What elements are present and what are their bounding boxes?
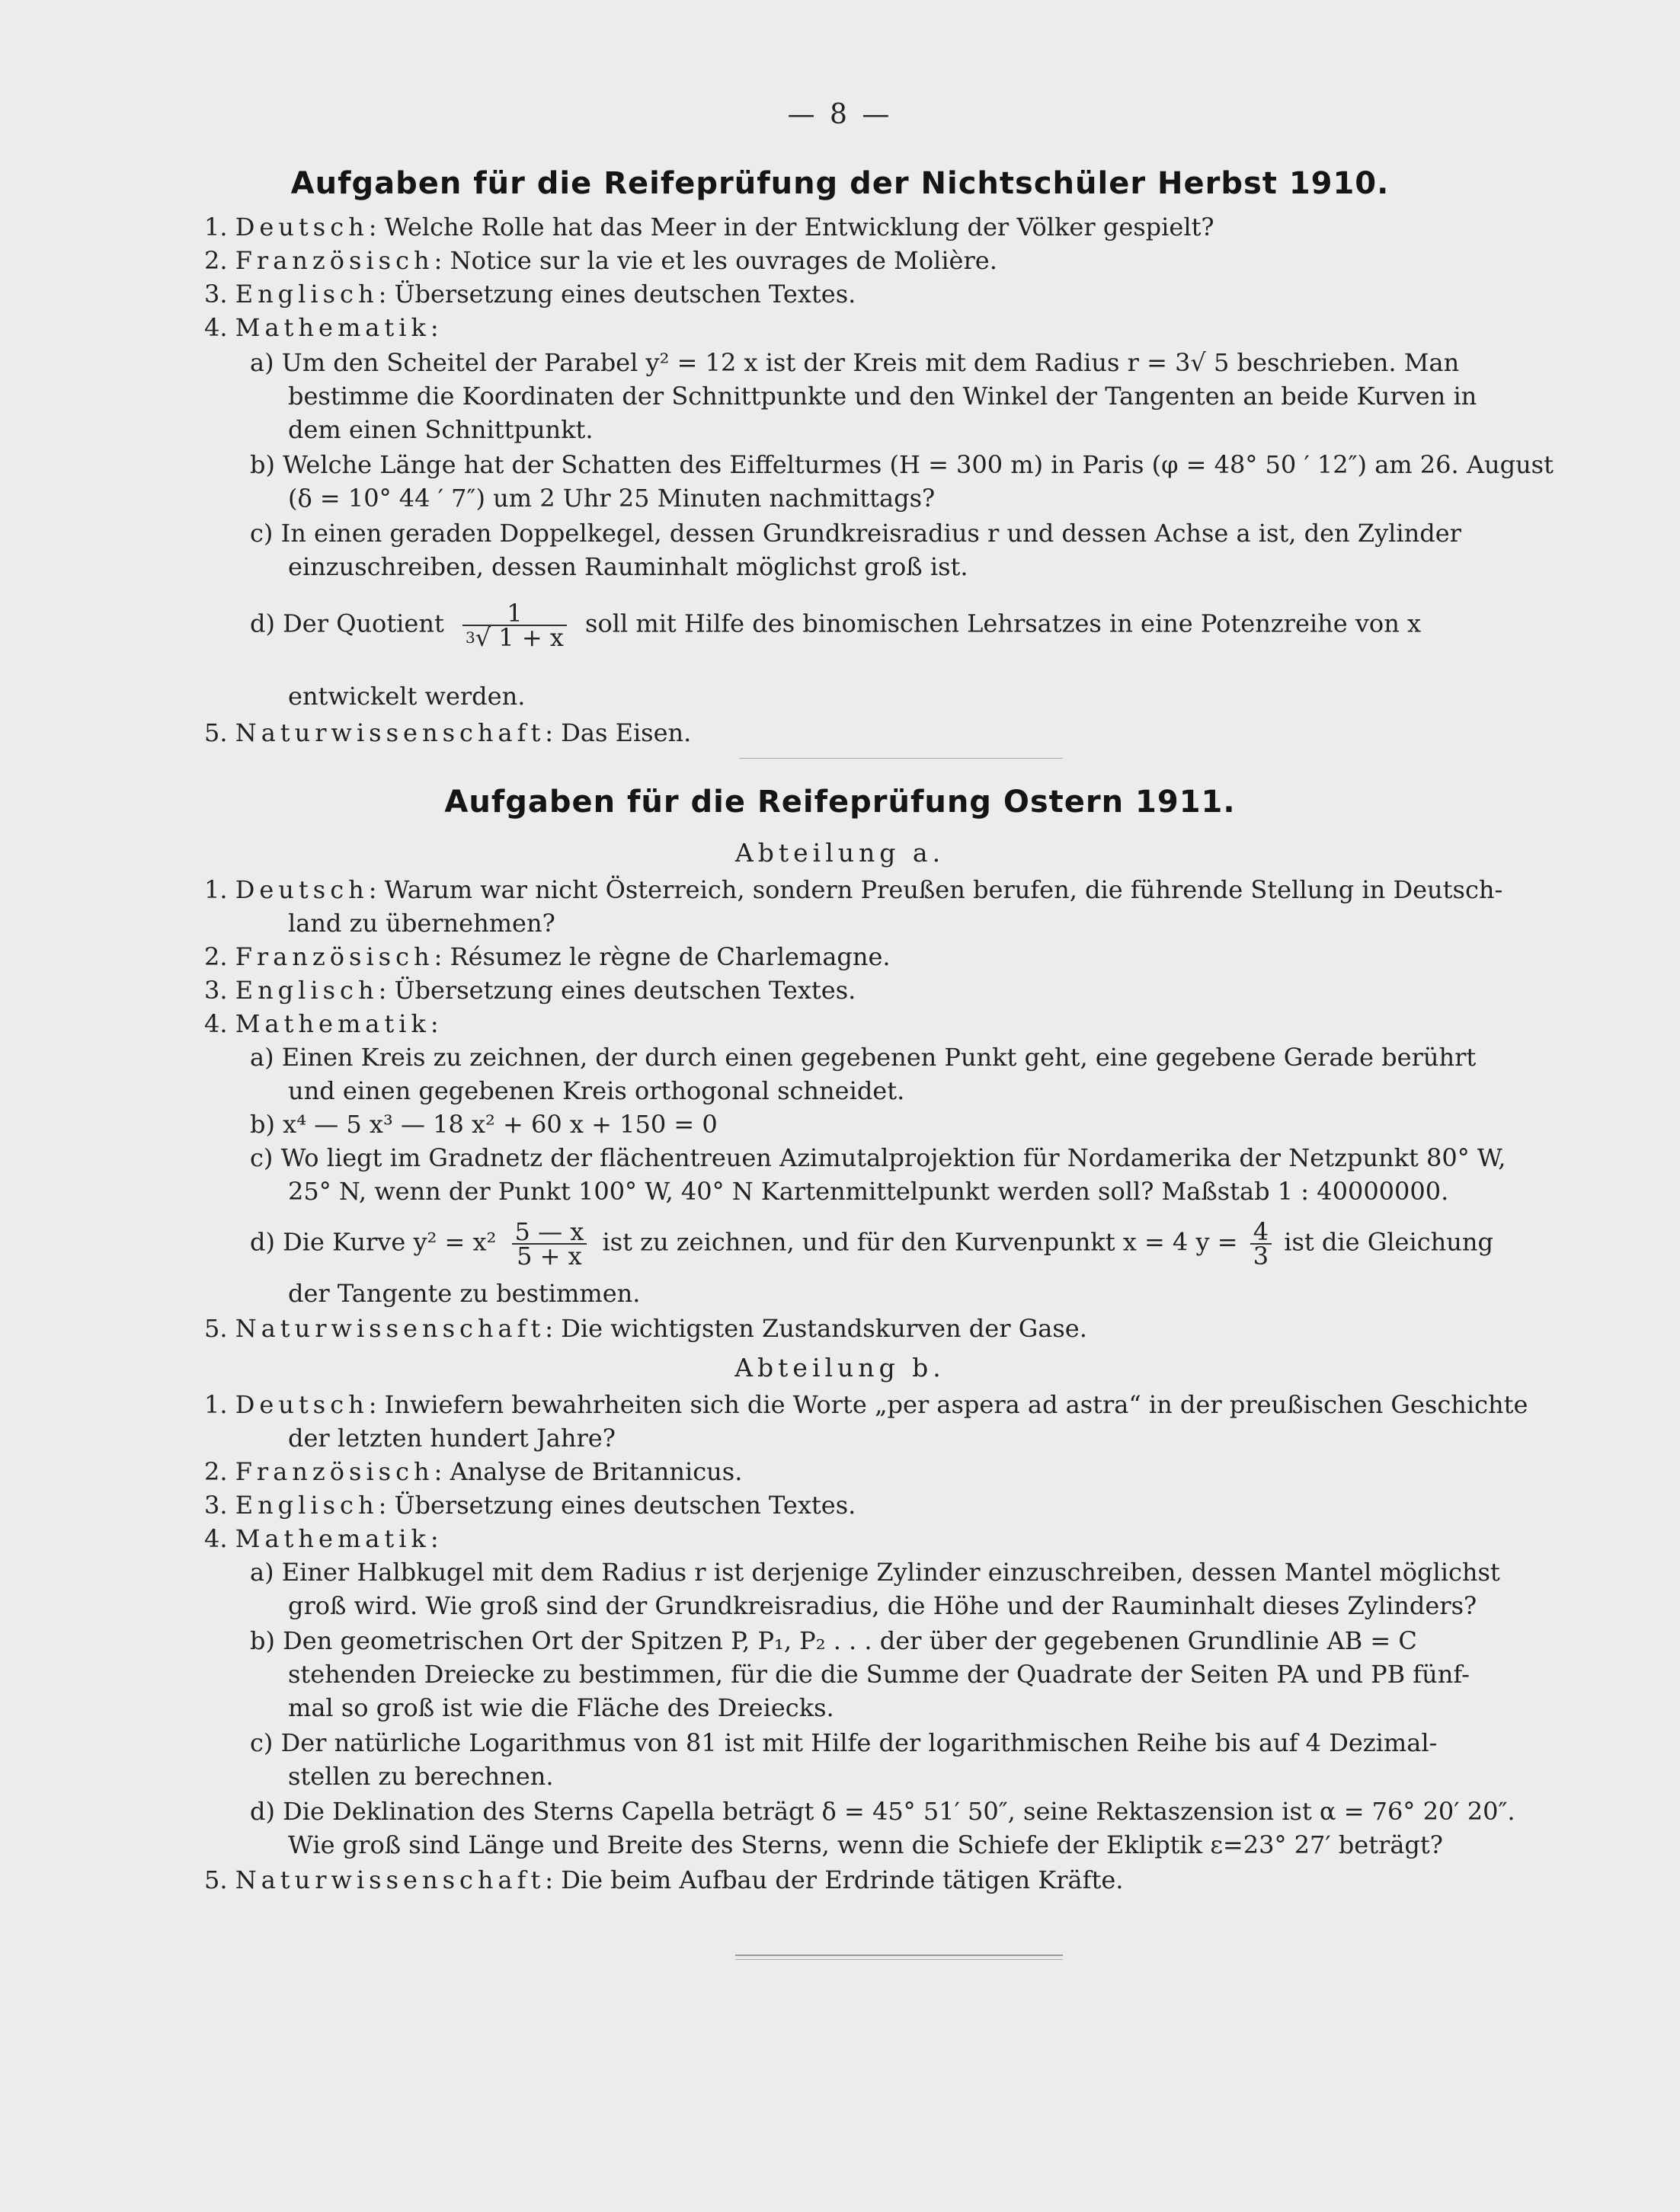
- item-number: 5.: [204, 718, 228, 747]
- s1-math-b: [250, 449, 1554, 480]
- subject-label: Deutsch: [235, 875, 369, 904]
- subject-label: Englisch: [235, 280, 379, 308]
- end-rule-thin: [735, 1959, 1063, 1960]
- subject-label: Mathematik: [235, 1524, 430, 1553]
- item-text: Die wichtigsten Zustandskurven der Gase.: [561, 1314, 1087, 1343]
- problem-text: x⁴ — 5 x³ — 18 x² + 60 x + 150 = 0: [283, 1110, 718, 1139]
- s2a-item-4: 4. Mathematik:: [204, 1009, 439, 1038]
- sub-label: d): [250, 1797, 275, 1826]
- s1-item-2: 2. Französisch: Notice sur la vie et les ouvrages de Molière.: [204, 246, 997, 275]
- s2b-item-3: 3. Englisch: Übersetzung eines deutschen Textes.: [204, 1491, 856, 1520]
- sub-label: a): [250, 348, 274, 377]
- problem-text: Die Deklination des Sterns Capella beträgt δ = 45° 51′ 50″, seine Rektaszension ist α = 76° 20′ 20″.: [283, 1797, 1515, 1826]
- s1-math-a: [250, 347, 1459, 378]
- sub-label: c): [250, 1728, 274, 1757]
- item-number: 2.: [204, 942, 228, 971]
- denominator: 3: [1253, 1242, 1269, 1271]
- item-text: Notice sur la vie et les ouvrages de Molière.: [450, 246, 997, 275]
- subject-label: Französisch: [235, 246, 434, 275]
- s2b-math-b-cont: stehenden Dreiecke zu bestimmen, für die die Summe der Quadrate der Seiten PA und PB fünf-: [288, 1660, 1470, 1689]
- problem-text: Um den Scheitel der Parabel y² = 12 x ist der Kreis mit dem Radius r = 3√ 5 beschrieben. Man: [281, 348, 1460, 377]
- subject-label: Französisch: [235, 1457, 434, 1486]
- problem-text: Einen Kreis zu zeichnen, der durch einen gegebenen Punkt geht, eine gegebene Gerade berührt: [281, 1043, 1477, 1072]
- s2b-item-1: 1. Deutsch: Inwiefern bewahrheiten sich die Worte „per aspera ad astra“ in der preußischen Geschichte: [204, 1390, 1528, 1419]
- item-text: Die beim Aufbau der Erdrinde tätigen Kräfte.: [561, 1865, 1124, 1894]
- problem-text: soll mit Hilfe des binomischen Lehrsatzes in eine Potenzreihe von x: [585, 609, 1422, 638]
- s1-math-a-cont: dem einen Schnittpunkt.: [288, 415, 594, 444]
- s2b-math-c-cont: stellen zu berechnen.: [288, 1762, 554, 1791]
- s2b-math-c: [250, 1728, 1437, 1758]
- s1-item-5: 5. Naturwissenschaft: Das Eisen.: [204, 718, 692, 747]
- item-number: 1.: [204, 213, 228, 241]
- problem-text: Der natürliche Logarithmus von 81 ist mit Hilfe der logarithmischen Reihe bis auf 4 Dezimal-: [280, 1728, 1438, 1757]
- problem-text: Wo liegt im Gradnetz der flächentreuen Azimutalprojektion für Nordamerika der Netzpunkt 80° W,: [280, 1143, 1506, 1172]
- s2a-math-b: [250, 1109, 718, 1140]
- item-number: 4.: [204, 1009, 228, 1038]
- subject-label: Naturwissenschaft: [235, 1314, 546, 1343]
- s2b-math-d: [250, 1796, 1515, 1827]
- item-text: Warum war nicht Österreich, sondern Preußen berufen, die führende Stellung in Deutsch-: [384, 875, 1503, 904]
- problem-text: ist zu zeichnen, und für den Kurvenpunkt x = 4 y =: [602, 1227, 1238, 1257]
- s2b-math-b-cont: mal so groß ist wie die Fläche des Dreiecks.: [288, 1693, 834, 1722]
- section-divider: [739, 758, 1063, 759]
- item-text: Übersetzung eines deutschen Textes.: [394, 976, 856, 1005]
- s2b-math-a: [250, 1557, 1500, 1587]
- sub-label: d): [250, 609, 275, 638]
- root-index: 3: [465, 628, 475, 647]
- end-rule: [735, 1955, 1063, 1956]
- s2a-math-d-cont: der Tangente zu bestimmen.: [288, 1279, 641, 1308]
- s2a-item-1-cont: land zu übernehmen?: [288, 909, 555, 938]
- sub-label: c): [250, 1143, 274, 1172]
- subject-label: Naturwissenschaft: [235, 718, 546, 747]
- item-text: Résumez le règne de Charlemagne.: [450, 942, 891, 971]
- item-text: Welche Rolle hat das Meer in der Entwicklung der Völker gespielt?: [384, 213, 1214, 241]
- s2a-math-a: [250, 1042, 1476, 1072]
- page-number: — 8 —: [787, 99, 893, 130]
- s1-math-b-cont: (δ = 10° 44 ′ 7″) um 2 Uhr 25 Minuten nachmittags?: [288, 484, 936, 513]
- numerator: 1: [462, 602, 567, 626]
- s2a-item-2: 2. Französisch: Résumez le règne de Charlemagne.: [204, 942, 891, 971]
- s2a-math-c-cont: 25° N, wenn der Punkt 100° W, 40° N Kartenmittelpunkt werden soll? Maßstab 1 : 40000000.: [288, 1177, 1449, 1206]
- item-number: 4.: [204, 1524, 228, 1553]
- s1-math-d-cont: entwickelt werden.: [288, 682, 526, 711]
- section2-title: Aufgaben für die Reifeprüfung Ostern 1911.: [444, 785, 1236, 820]
- item-number: 4.: [204, 313, 228, 342]
- sub-label: a): [250, 1043, 274, 1072]
- item-number: 2.: [204, 1457, 228, 1486]
- s2a-math-a-cont: und einen gegebenen Kreis orthogonal schneidet.: [288, 1076, 905, 1105]
- subject-label: Naturwissenschaft: [235, 1865, 546, 1894]
- sub-label: d): [250, 1227, 275, 1257]
- problem-text: Den geometrischen Ort der Spitzen P, P₁, P₂ . . . der über der gegebenen Grundlinie AB = C: [283, 1626, 1417, 1655]
- item-text: Das Eisen.: [561, 718, 692, 747]
- s2b-math-a-cont: groß wird. Wie groß sind der Grundkreisradius, die Höhe und der Rauminhalt dieses Zylinders?: [288, 1591, 1477, 1620]
- s2b-item-4: 4. Mathematik:: [204, 1524, 439, 1553]
- item-number: 2.: [204, 246, 228, 275]
- s2a-item-3: 3. Englisch: Übersetzung eines deutschen Textes.: [204, 976, 856, 1005]
- subject-label: Deutsch: [235, 213, 369, 241]
- problem-text: ist die Gleichung: [1284, 1227, 1493, 1257]
- item-number: 5.: [204, 1314, 228, 1343]
- sub-label: a): [250, 1558, 274, 1587]
- problem-text: Der Quotient: [283, 609, 444, 638]
- subject-label: Englisch: [235, 1491, 379, 1520]
- item-text: Analyse de Britannicus.: [450, 1457, 743, 1486]
- s2a-math-d: [250, 1217, 1493, 1271]
- item-number: 5.: [204, 1865, 228, 1894]
- radical: √ 1 + x: [475, 623, 564, 652]
- item-number: 1.: [204, 875, 228, 904]
- s1-item-3: 3. Englisch: Übersetzung eines deutschen Textes.: [204, 280, 856, 308]
- item-number: 3.: [204, 280, 228, 308]
- s2a-item-1: 1. Deutsch: Warum war nicht Österreich, sondern Preußen berufen, die führende Stellung in Deutsch-: [204, 875, 1503, 904]
- s2b-item-5: 5. Naturwissenschaft: Die beim Aufbau der Erdrinde tätigen Kräfte.: [204, 1865, 1124, 1894]
- s1-math-c-cont: einzuschreiben, dessen Rauminhalt möglichst groß ist.: [288, 552, 968, 581]
- problem-text: Einer Halbkugel mit dem Radius r ist derjenige Zylinder einzuschreiben, dessen Mantel möglichst: [281, 1558, 1500, 1587]
- s1-item-4: 4. Mathematik:: [204, 313, 439, 342]
- s2b-math-d-cont: Wie groß sind Länge und Breite des Sterns, wenn die Schiefe der Ekliptik ε=23° 27′ beträgt?: [288, 1830, 1443, 1859]
- y-fraction: [1250, 1217, 1272, 1271]
- s2b-item-1-cont: der letzten hundert Jahre?: [288, 1424, 616, 1453]
- s1-math-c: [250, 518, 1461, 548]
- s2b-item-2: 2. Französisch: Analyse de Britannicus.: [204, 1457, 743, 1486]
- item-number: 1.: [204, 1390, 228, 1419]
- item-number: 3.: [204, 976, 228, 1005]
- s2b-math-b: [250, 1625, 1417, 1656]
- item-text: Übersetzung eines deutschen Textes.: [394, 280, 856, 308]
- abteilung-a: Abteilung a.: [734, 838, 946, 868]
- curve-fraction: [512, 1217, 587, 1271]
- s1-math-a-cont: bestimme die Koordinaten der Schnittpunkte und den Winkel der Tangenten an beide Kurven in: [288, 382, 1477, 411]
- numerator: 5 — x: [512, 1220, 587, 1245]
- s2a-item-5: 5. Naturwissenschaft: Die wichtigsten Zustandskurven der Gase.: [204, 1314, 1087, 1343]
- s2a-math-c: [250, 1143, 1506, 1173]
- subject-label: Deutsch: [235, 1390, 369, 1419]
- denominator: 5 + x: [517, 1242, 582, 1271]
- subject-label: Mathematik: [235, 1009, 430, 1038]
- subject-label: Französisch: [235, 942, 434, 971]
- numerator: 4: [1250, 1220, 1272, 1245]
- sub-label: b): [250, 450, 275, 479]
- s1-item-1: 1. Deutsch: Welche Rolle hat das Meer in der Entwicklung der Völker gespielt?: [204, 213, 1214, 241]
- sub-label: b): [250, 1626, 275, 1655]
- subject-label: Englisch: [235, 976, 379, 1005]
- problem-text: Die Kurve y² = x²: [283, 1227, 497, 1257]
- sub-label: c): [250, 519, 274, 548]
- item-number: 3.: [204, 1491, 228, 1520]
- subject-label: Mathematik: [235, 313, 430, 342]
- quotient-fraction: [462, 599, 567, 652]
- denominator: [462, 623, 567, 652]
- problem-text: In einen geraden Doppelkegel, dessen Grundkreisradius r und dessen Achse a ist, den Zylinder: [280, 519, 1461, 548]
- s1-math-d: [250, 599, 1422, 652]
- problem-text: Welche Länge hat der Schatten des Eiffelturmes (H = 300 m) in Paris (φ = 48° 50 ′ 12″) am 26. August: [283, 450, 1554, 479]
- sub-label: b): [250, 1110, 275, 1139]
- abteilung-b: Abteilung b.: [734, 1353, 946, 1382]
- item-text: Übersetzung eines deutschen Textes.: [394, 1491, 856, 1520]
- section1-title: Aufgaben für die Reifeprüfung der Nichtschüler Herbst 1910.: [290, 166, 1390, 201]
- item-text: Inwiefern bewahrheiten sich die Worte „per aspera ad astra“ in der preußischen Geschichte: [384, 1390, 1528, 1419]
